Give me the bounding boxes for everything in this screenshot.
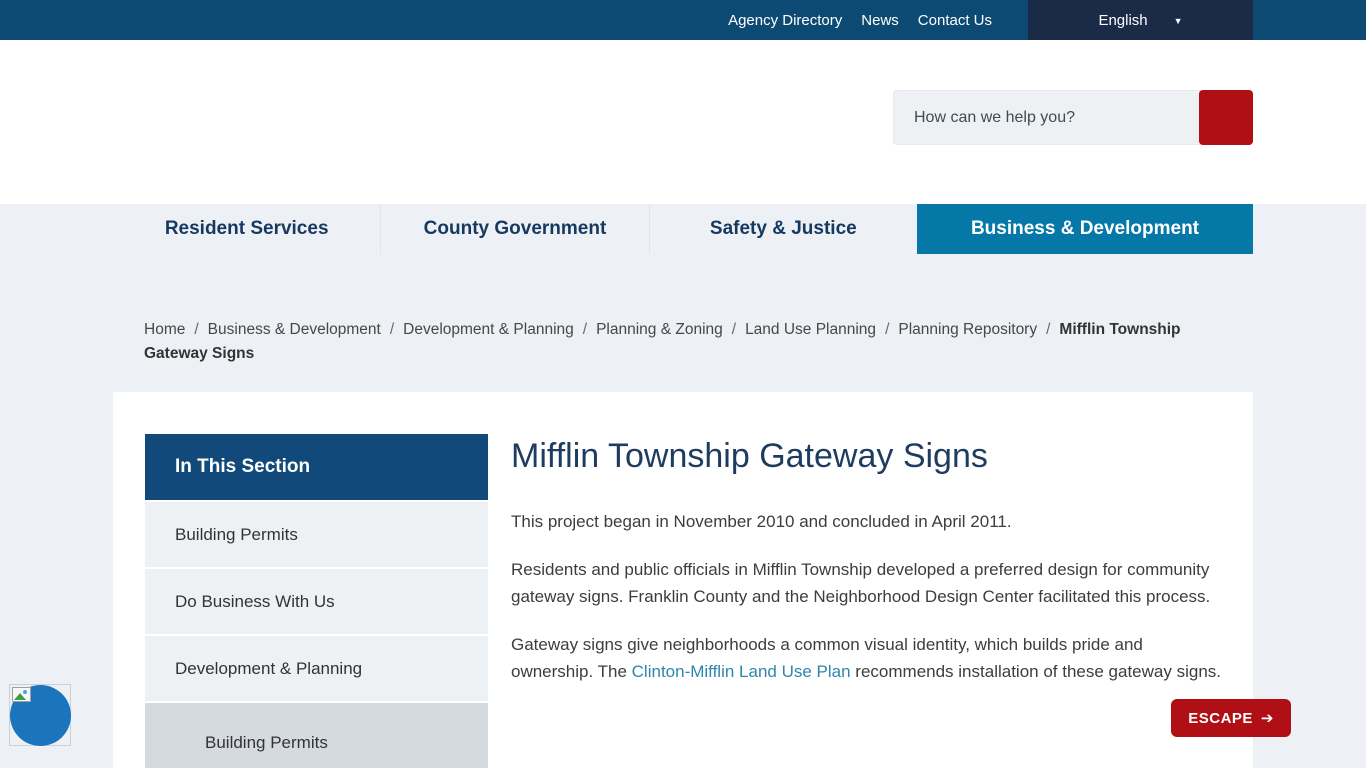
top-utility-bar xyxy=(0,0,1366,40)
article-paragraph-1: This project began in November 2010 and concluded in April 2011. xyxy=(511,512,1012,531)
breadcrumb-separator: / xyxy=(194,321,199,338)
language-selector[interactable] xyxy=(1028,0,1253,40)
breadcrumb xyxy=(113,318,1253,366)
sidebar-item-development-planning[interactable]: Development & Planning xyxy=(145,636,488,701)
sidebar-item-building-permits[interactable]: Building Permits xyxy=(145,502,488,567)
topbar-link-news[interactable]: News xyxy=(861,11,899,29)
nav-item-business-development[interactable]: Business & Development xyxy=(917,204,1253,254)
clinton-mifflin-land-use-plan-link[interactable]: Clinton-Mifflin Land Use Plan xyxy=(631,662,851,681)
breadcrumb-separator: / xyxy=(1046,321,1051,338)
nav-item-resident-services[interactable]: Resident Services xyxy=(164,218,329,239)
sidebar-subitem-building-permits[interactable]: Building Permits xyxy=(145,703,488,768)
breadcrumb-separator: / xyxy=(731,321,737,338)
chevron-down-icon: ▼ xyxy=(1173,15,1183,26)
site-search xyxy=(893,90,1253,145)
breadcrumb-link-planning-zoning[interactable]: Planning & Zoning xyxy=(596,321,723,338)
breadcrumb-link-home[interactable]: Home xyxy=(144,321,186,338)
article-paragraph-2: Residents and public officials in Mifflin Township developed a preferred design for community gateway signs. Franklin County and the Neighborhood Design Center facilitated this process. xyxy=(511,560,1211,606)
section-sidebar xyxy=(145,434,488,768)
article xyxy=(511,434,1221,768)
sidebar-title: In This Section xyxy=(145,434,488,500)
nav-item-safety-justice[interactable]: Safety & Justice xyxy=(649,204,917,254)
sidebar-item-do-business-with-us[interactable]: Do Business With Us xyxy=(145,569,488,634)
breadcrumb-separator: / xyxy=(389,321,395,338)
breadcrumb-link-land-use-planning[interactable]: Land Use Planning xyxy=(745,321,877,338)
escape-button-label: ESCAPE xyxy=(1188,709,1253,727)
escape-button[interactable] xyxy=(1171,699,1291,737)
breadcrumb-separator: / xyxy=(885,321,890,338)
language-selector-label: English xyxy=(1098,11,1148,29)
breadcrumb-current-page: Mifflin Township Gateway Signs xyxy=(144,321,1181,362)
breadcrumb-link-development-planning[interactable]: Development & Planning xyxy=(403,321,574,338)
breadcrumb-link-planning-repository[interactable]: Planning Repository xyxy=(898,321,1038,338)
paragraph-3-text-before: Gateway signs give neighborhoods a common visual identity, which builds pride and ownership. The xyxy=(511,635,1143,681)
search-submit-button[interactable] xyxy=(1199,90,1253,145)
content-card xyxy=(113,392,1253,768)
topbar-link-agency-directory[interactable]: Agency Directory xyxy=(728,11,843,29)
arrow-right-icon: ➔ xyxy=(1260,710,1274,727)
nav-item-county-government[interactable]: County Government xyxy=(380,204,648,254)
topbar-link-contact-us[interactable]: Contact Us xyxy=(917,11,992,29)
site-header xyxy=(0,40,1366,204)
paragraph-3-text-after: recommends installation of these gateway signs. xyxy=(850,662,1221,681)
search-input[interactable] xyxy=(893,90,1201,145)
broken-image-icon xyxy=(12,687,31,702)
accessibility-widget[interactable] xyxy=(9,684,71,746)
primary-nav xyxy=(0,204,1366,254)
topbar-links xyxy=(728,0,992,40)
breadcrumb-separator: / xyxy=(582,321,588,338)
article-paragraph-3 xyxy=(511,631,1221,685)
page-title: Mifflin Township Gateway Signs xyxy=(511,437,988,475)
breadcrumb-link-business-development[interactable]: Business & Development xyxy=(207,321,381,338)
